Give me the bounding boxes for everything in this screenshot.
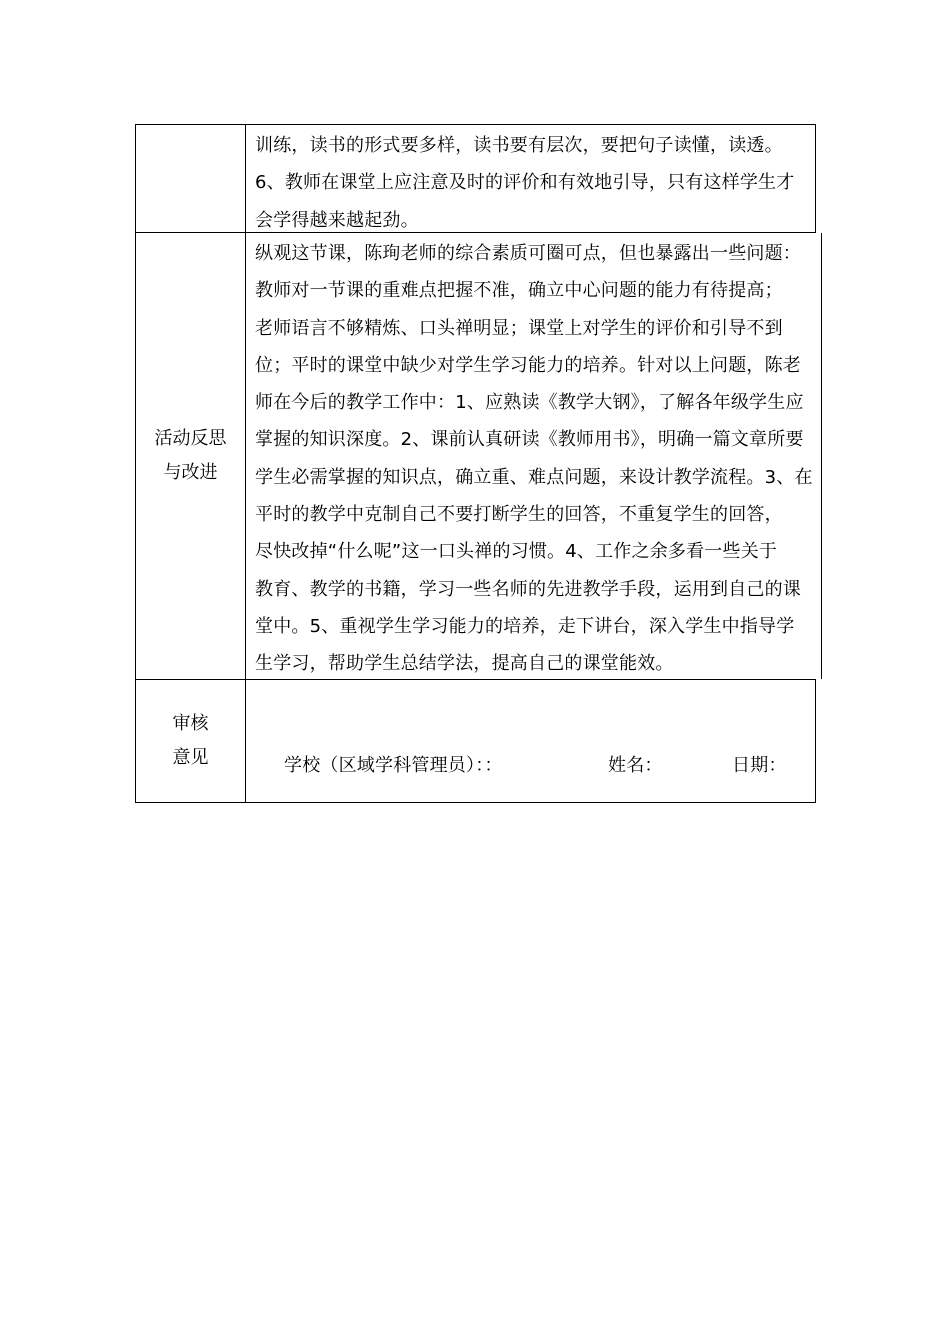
evaluation-table — [135, 124, 816, 803]
label-line: 活动反思 — [154, 428, 227, 449]
content-line: 学生必需掌握的知识点，确立重、难点问题，来设计教学流程。3、在 — [255, 466, 813, 488]
label-line: 与改进 — [163, 462, 218, 483]
row-content-review — [246, 680, 816, 802]
content-line: 堂中。5、重视学生学习能力的培养，走下讲台，深入学生中指导学 — [255, 615, 795, 637]
content-line: 尽快改掉“什么呢”这一口头禅的习惯。4、工作之余多看一些关于 — [255, 541, 778, 563]
row-label-reflection — [136, 233, 246, 679]
content-line: 会学得越来越起劲。 — [255, 209, 419, 231]
content-line: 师在今后的教学工作中：1、应熟读《教学大钢》，了解各年级学生应 — [255, 392, 804, 414]
content-line: 平时的教学中克制自己不要打断学生的回答，不重复学生的回答， — [255, 504, 783, 526]
content-line: 教育、教学的书籍，学习一些名师的先进教学手段，运用到自己的课 — [255, 578, 801, 600]
content-line: 老师语言不够精炼、口头禅明显；课堂上对学生的评价和引导不到 — [255, 317, 783, 339]
content-line: 教师对一节课的重难点把握不准，确立中心问题的能力有待提高； — [255, 280, 783, 302]
table-row-reflection — [136, 233, 816, 680]
content-line: 生学习，帮助学生总结学法，提高自己的课堂能效。 — [255, 653, 674, 675]
content-line: 掌握的知识深度。2、课前认真研读《教师用书》，明确一篇文章所要 — [255, 429, 804, 451]
signature-line — [284, 754, 787, 778]
row-content-reflection — [246, 233, 822, 679]
row-label-review — [136, 680, 246, 802]
content-line: 位；平时的课堂中缺少对学生学习能力的培养。针对以上问题，陈老 — [255, 354, 801, 376]
date-label: 日期： — [732, 755, 787, 776]
row-label-empty — [136, 125, 246, 232]
label-line: 意见 — [172, 747, 209, 768]
content-line: 6、教师在课堂上应注意及时的评价和有效地引导，只有这样学生才 — [255, 172, 795, 194]
name-label: 姓名： — [608, 755, 663, 776]
content-line: 纵观这节课，陈珣老师的综合素质可圈可点，但也暴露出一些问题： — [255, 243, 801, 264]
label-line: 审核 — [172, 713, 209, 734]
content-line: 训练，读书的形式要多样，读书要有层次，要把句子读懂，读透。 — [255, 135, 783, 156]
school-label: 学校（区域学科管理员）：： — [284, 755, 503, 776]
table-row-review — [136, 680, 816, 803]
row-content-continuation — [246, 125, 816, 232]
table-row-continuation — [136, 125, 816, 233]
